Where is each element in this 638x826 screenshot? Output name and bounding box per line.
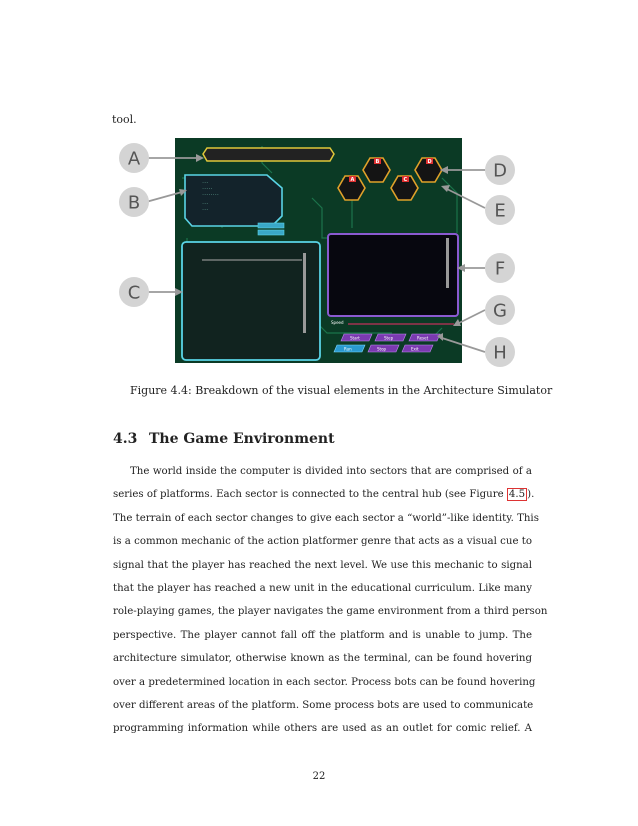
figure-ref-link[interactable]: 4.5 xyxy=(508,489,526,501)
architecture-simulator-figure xyxy=(112,138,524,368)
hex-label: D xyxy=(427,159,432,165)
callout-label: A xyxy=(127,148,141,170)
svg-text:---: --- xyxy=(202,180,209,184)
info-tab xyxy=(258,230,284,235)
paragraph-line: is a common mechanic of the action platformer genre that acts as a visual cue to xyxy=(113,536,532,548)
title-bar xyxy=(203,148,334,161)
info-panel xyxy=(185,175,282,226)
callout-label: E xyxy=(494,200,506,222)
button-label: Start xyxy=(350,335,360,341)
paragraph-line: over different areas of the platform. Some process bots are used to communicate xyxy=(113,699,534,711)
button-label: Stop xyxy=(377,346,387,352)
hex-label: A xyxy=(350,177,355,183)
paragraph-line: The world inside the computer is divided into sectors that are comprised of a xyxy=(130,466,532,477)
paragraph-line: architecture simulator, otherwise known as the terminal, can be found hovering xyxy=(113,653,532,665)
body-paragraph xyxy=(113,460,548,741)
section-heading xyxy=(113,431,335,447)
paragraph-line: series of platforms. Each sector is connected to the central hub (see Figure 4.5 ). xyxy=(113,489,535,501)
memory-monitor xyxy=(328,234,458,316)
section-title: The Game Environment xyxy=(149,431,335,447)
paragraph-line: The terrain of each sector changes to give each sector a “world”-like identity. This xyxy=(113,512,539,524)
hex-label: C xyxy=(403,177,408,183)
button-label: Reset xyxy=(417,335,429,341)
callout-label: H xyxy=(493,342,507,364)
info-tab xyxy=(258,223,284,228)
paragraph-line: programming information while others are used as an outlet for comic relief. A xyxy=(113,723,532,735)
callout-label: C xyxy=(127,282,141,304)
svg-text:-----: ----- xyxy=(202,186,213,190)
svg-text:---: --- xyxy=(202,201,209,205)
paragraph-line: perspective. The player cannot fall off the platform and is unable to jump. The xyxy=(113,629,532,641)
figure-caption: Figure 4.4: Breakdown of the visual elements in the Architecture Simulator xyxy=(130,384,553,397)
callout-label: D xyxy=(493,160,507,182)
button-label: Exit xyxy=(411,346,419,352)
section-number: 4.3 xyxy=(113,431,138,447)
speed-label: Speed xyxy=(331,320,344,325)
top-text: tool. xyxy=(112,113,137,126)
paragraph-line: that the player has reached a new unit in the educational curriculum. Like many xyxy=(113,582,532,594)
svg-text:--------: -------- xyxy=(202,192,219,196)
svg-text:---: --- xyxy=(202,207,209,211)
callout-label: G xyxy=(493,300,507,322)
paragraph-line: signal that the player has reached the next level. We use this mechanic to signal xyxy=(113,559,532,571)
button-label: Run xyxy=(344,346,352,352)
callout-label: F xyxy=(494,258,506,280)
callout-label: B xyxy=(127,192,141,214)
paragraph-line: over a predetermined location in each sector. Process bots can be found hovering xyxy=(113,676,536,688)
hex-label: B xyxy=(375,159,380,165)
paragraph-line: role-playing games, the player navigates the game environment from a third person xyxy=(113,606,548,618)
page-number: 22 xyxy=(312,771,326,782)
button-label: Step xyxy=(384,335,394,341)
